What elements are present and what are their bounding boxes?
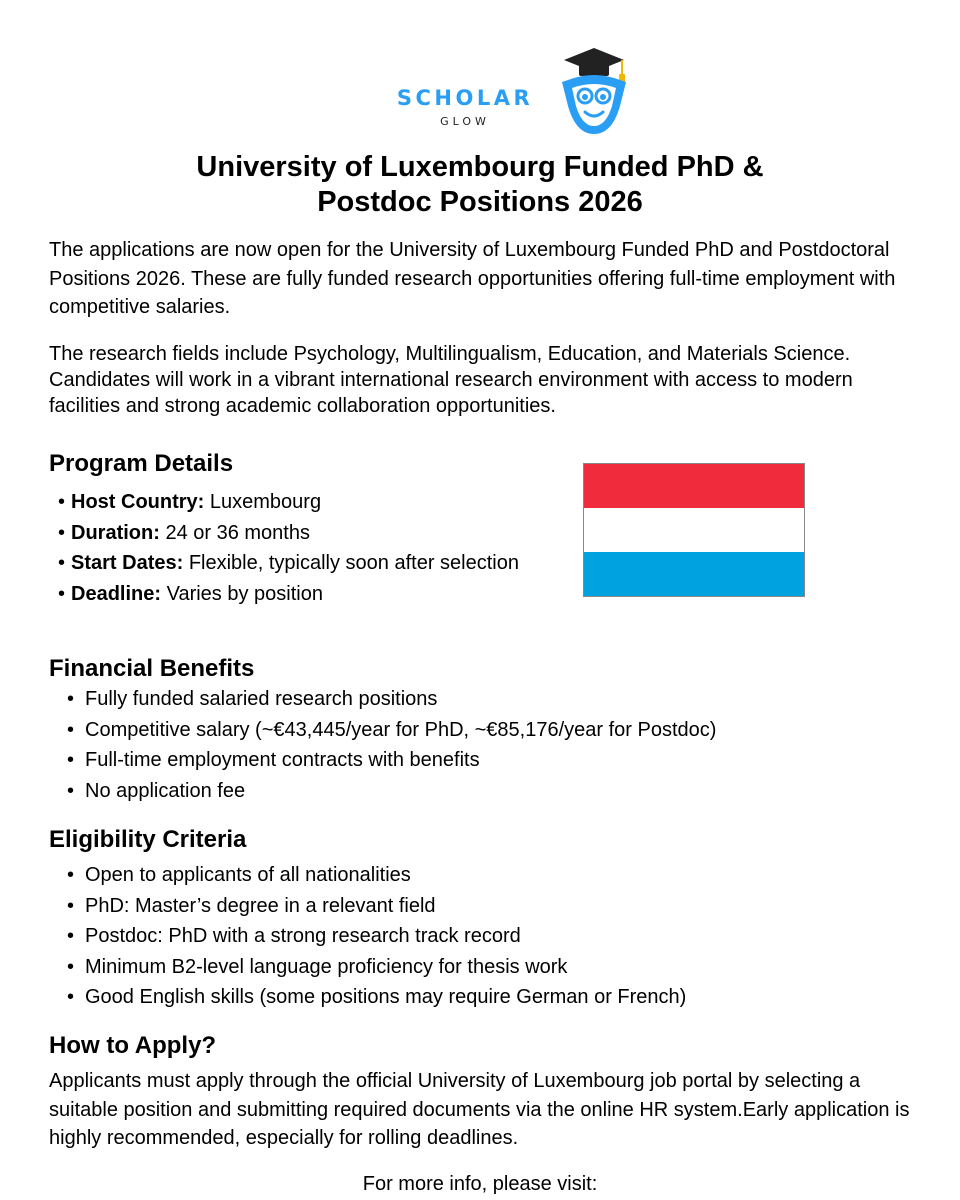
program-details-list	[58, 487, 519, 609]
list-item: • Full-time employment contracts with benefits	[67, 745, 716, 776]
page-title	[0, 150, 960, 220]
eligibility-list	[67, 860, 686, 1013]
item-value: Varies by position	[166, 582, 323, 605]
luxembourg-flag-icon	[583, 463, 805, 597]
list-item: • Competitive salary (~€43,445/year for PhD, ~€85,176/year for Postdoc)	[67, 715, 716, 746]
eligibility-heading: Eligibility Criteria	[49, 826, 247, 853]
graduation-owl-mascot-icon	[552, 44, 636, 138]
flag-stripe-white	[584, 508, 804, 552]
logo-name: SCHOLAR	[396, 86, 534, 110]
flag-stripe-blue	[584, 552, 804, 596]
list-item	[58, 579, 519, 610]
intro-paragraph-2: The research fields include Psychology, Multilingualism, Education, and Materials Science. Candidates will work in a vibrant international research environment with access to modern facilities and strong academic collaboration opportunities.	[49, 343, 853, 417]
scholar-glow-logo	[388, 44, 638, 140]
item-value: 24 or 36 months	[165, 521, 310, 544]
list-item: • No application fee	[67, 776, 716, 807]
list-item	[58, 487, 519, 518]
list-item	[58, 548, 519, 579]
how-to-apply-heading: How to Apply?	[49, 1032, 217, 1059]
list-item: • Minimum B2-level language proficiency for thesis work	[67, 952, 686, 983]
list-item: • Postdoc: PhD with a strong research track record	[67, 921, 686, 952]
financial-benefits-heading: Financial Benefits	[49, 655, 255, 682]
more-info-text: For more info, please visit:	[362, 1173, 598, 1195]
list-item	[58, 518, 519, 549]
list-item: • PhD: Master’s degree in a relevant field	[67, 891, 686, 922]
how-to-apply-text: Applicants must apply through the official University of Luxembourg job portal by selecting a suitable position and submitting required documents via the online HR system.Early application is highly recommended, especially for rolling deadlines.	[49, 1070, 910, 1149]
intro-paragraph-1: The applications are now open for the University of Luxembourg Funded PhD and Postdoctoral Positions 2026. These are fully funded research opportunities offering full-time employment with competitive salaries.	[49, 239, 896, 318]
list-item: • Open to applicants of all nationalities	[67, 860, 686, 891]
flag-stripe-red	[584, 464, 804, 508]
list-item: • Good English skills (some positions may require German or French)	[67, 982, 686, 1013]
title-line-1: University of Luxembourg Funded PhD &	[196, 151, 764, 183]
item-label: Duration:	[71, 521, 160, 544]
logo-subtitle: GLOW	[440, 115, 490, 128]
item-label: Host Country:	[71, 491, 205, 513]
logo-wordmark	[390, 86, 540, 128]
item-label: Deadline:	[71, 582, 162, 605]
list-item: • Fully funded salaried research positions	[67, 684, 716, 715]
financial-benefits-list	[67, 684, 716, 806]
item-label: Start Dates:	[71, 552, 184, 574]
item-value: Flexible, typically soon after selection	[188, 552, 519, 574]
title-line-2: Postdoc Positions 2026	[317, 186, 643, 218]
item-value: Luxembourg	[209, 491, 322, 513]
program-details-heading: Program Details	[49, 450, 234, 477]
